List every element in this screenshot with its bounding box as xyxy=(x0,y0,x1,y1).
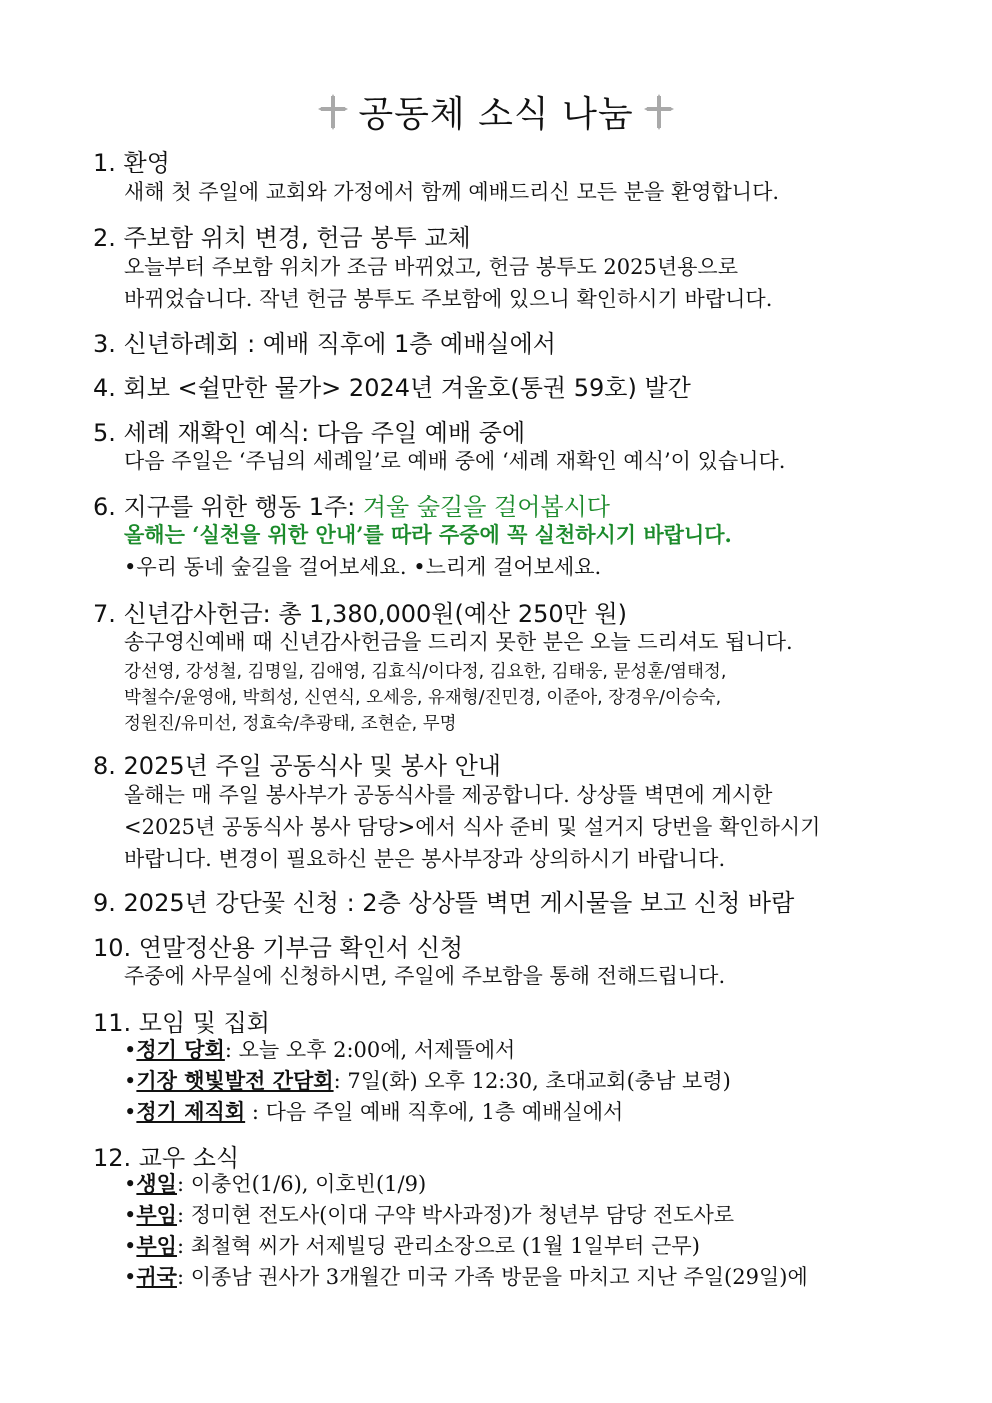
item-2-line: 바뀌었습니다. 작년 헌금 봉투도 주보함에 있으니 확인하시기 바랍니다. xyxy=(124,287,773,311)
cross-right-icon xyxy=(644,94,674,130)
meeting-label: 정기 당회 xyxy=(136,1037,225,1062)
item-2-line: 오늘부터 주보함 위치가 조금 바뀌었고, 헌금 봉투도 2025년용으로 xyxy=(124,255,738,279)
meeting-text: : 7일(화) 오후 12:30, 초대교회(충남 보령) xyxy=(333,1069,731,1093)
news-label: 생일 xyxy=(136,1171,177,1196)
item-5-line: 다음 주일은 ‘주님의 세례일’로 예배 중에 ‘세례 재확인 예식’이 있습니다. xyxy=(124,449,786,473)
news-text: : 최철혁 씨가 서제빌딩 관리소장으로 (1월 1일부터 근무) xyxy=(176,1234,700,1258)
item-4-heading: 4. 회보 <쉴만한 물가> 2024년 겨울호(통권 59호) 발간 xyxy=(93,374,691,402)
item-8-line: 바랍니다. 변경이 필요하신 분은 봉사부장과 상의하시기 바랍니다. xyxy=(124,847,726,871)
item-8-heading: 8. 2025년 주일 공동식사 및 봉사 안내 xyxy=(93,752,501,780)
news-label: 부임 xyxy=(136,1202,177,1227)
item-12-heading: 12. 교우 소식 xyxy=(93,1144,240,1172)
cross-left-icon xyxy=(318,94,348,130)
item-7-names: 정원진/유미선, 정효숙/추광태, 조현순, 무명 xyxy=(124,714,457,734)
news-text: : 이충언(1/6), 이호빈(1/9) xyxy=(176,1172,427,1196)
item-6-heading-prefix: 6. 지구를 위한 행동 1주: xyxy=(93,493,363,521)
item-7-line: 송구영신예배 때 신년감사헌금을 드리지 못한 분은 오늘 드리셔도 됩니다. xyxy=(124,630,793,654)
item-10-line: 주중에 사무실에 신청하시면, 주일에 주보함을 통해 전해드립니다. xyxy=(124,964,726,988)
meeting-entry: •기장 햇빛발전 간담회: 7일(화) 오후 12:30, 초대교회(충남 보령) xyxy=(124,1068,731,1093)
item-7-names: 강선영, 강성철, 김명일, 김애영, 김효식/이다정, 김요한, 김태웅, 문성훈/염태정, xyxy=(124,662,727,682)
item-1-heading: 1. 환영 xyxy=(93,149,170,177)
meeting-entry: •정기 제직회 : 다음 주일 예배 직후에, 1층 예배실에서 xyxy=(124,1099,624,1124)
news-entry: •귀국: 이종남 권사가 3개월간 미국 가족 방문을 마치고 지난 주일(29일)에 xyxy=(124,1264,808,1289)
item-5-heading: 5. 세례 재확인 예식: 다음 주일 예배 중에 xyxy=(93,419,526,447)
item-8-line: <2025년 공동식사 봉사 담당>에서 식사 준비 및 설거지 당번을 확인하시기 xyxy=(124,815,821,839)
item-6-line: •우리 동네 숲길을 걸어보세요. •느리게 걸어보세요. xyxy=(124,555,602,579)
item-8-line: 올해는 매 주일 봉사부가 공동식사를 제공합니다. 상상뜰 벽면에 게시한 xyxy=(124,783,773,807)
item-7-heading: 7. 신년감사헌금: 총 1,380,000원(예산 250만 원) xyxy=(93,600,628,628)
news-entry: •부임: 정미현 전도사(이대 구약 박사과정)가 청년부 담당 전도사로 xyxy=(124,1202,735,1227)
item-6-heading xyxy=(93,487,610,522)
item-7-names: 박철수/윤영애, 박희성, 신연식, 오세응, 유재형/진민경, 이준아, 장경우/이승숙, xyxy=(124,688,722,708)
meeting-text: : 오늘 오후 2:00에, 서제뜰에서 xyxy=(224,1038,516,1062)
item-10-heading: 10. 연말정산용 기부금 확인서 신청 xyxy=(93,934,464,962)
meeting-label: 기장 햇빛발전 간담회 xyxy=(136,1068,334,1093)
item-6-highlight-line: 올해는 ‘실천을 위한 안내’를 따라 주중에 꼭 실천하시기 바랍니다. xyxy=(124,522,732,547)
news-text: : 이종남 권사가 3개월간 미국 가족 방문을 마치고 지난 주일(29일)에 xyxy=(176,1265,808,1289)
meeting-label: 정기 제직회 xyxy=(136,1099,246,1124)
title-row xyxy=(0,86,992,137)
page-title: 공동체 소식 나눔 xyxy=(358,94,634,135)
item-2-heading: 2. 주보함 위치 변경, 헌금 봉투 교체 xyxy=(93,224,471,252)
meeting-entry: •정기 당회: 오늘 오후 2:00에, 서제뜰에서 xyxy=(124,1037,516,1062)
news-label: 귀국 xyxy=(136,1264,177,1289)
news-entry: •생일: 이충언(1/6), 이호빈(1/9) xyxy=(124,1171,427,1196)
item-3-heading: 3. 신년하례회 : 예배 직후에 1층 예배실에서 xyxy=(93,330,556,358)
item-9-heading: 9. 2025년 강단꽃 신청 : 2층 상상뜰 벽면 게시물을 보고 신청 바람 xyxy=(93,889,795,917)
item-6-heading-highlight: 겨울 숲길을 걸어봅시다 xyxy=(362,493,610,521)
meeting-text: : 다음 주일 예배 직후에, 1층 예배실에서 xyxy=(245,1100,624,1124)
news-text: : 정미현 전도사(이대 구약 박사과정)가 청년부 담당 전도사로 xyxy=(176,1203,735,1227)
news-label: 부임 xyxy=(136,1233,177,1258)
item-11-heading: 11. 모임 및 집회 xyxy=(93,1009,270,1037)
item-1-line: 새해 첫 주일에 교회와 가정에서 함께 예배드리신 모든 분을 환영합니다. xyxy=(124,180,780,204)
news-entry: •부임: 최철혁 씨가 서제빌딩 관리소장으로 (1월 1일부터 근무) xyxy=(124,1233,700,1258)
